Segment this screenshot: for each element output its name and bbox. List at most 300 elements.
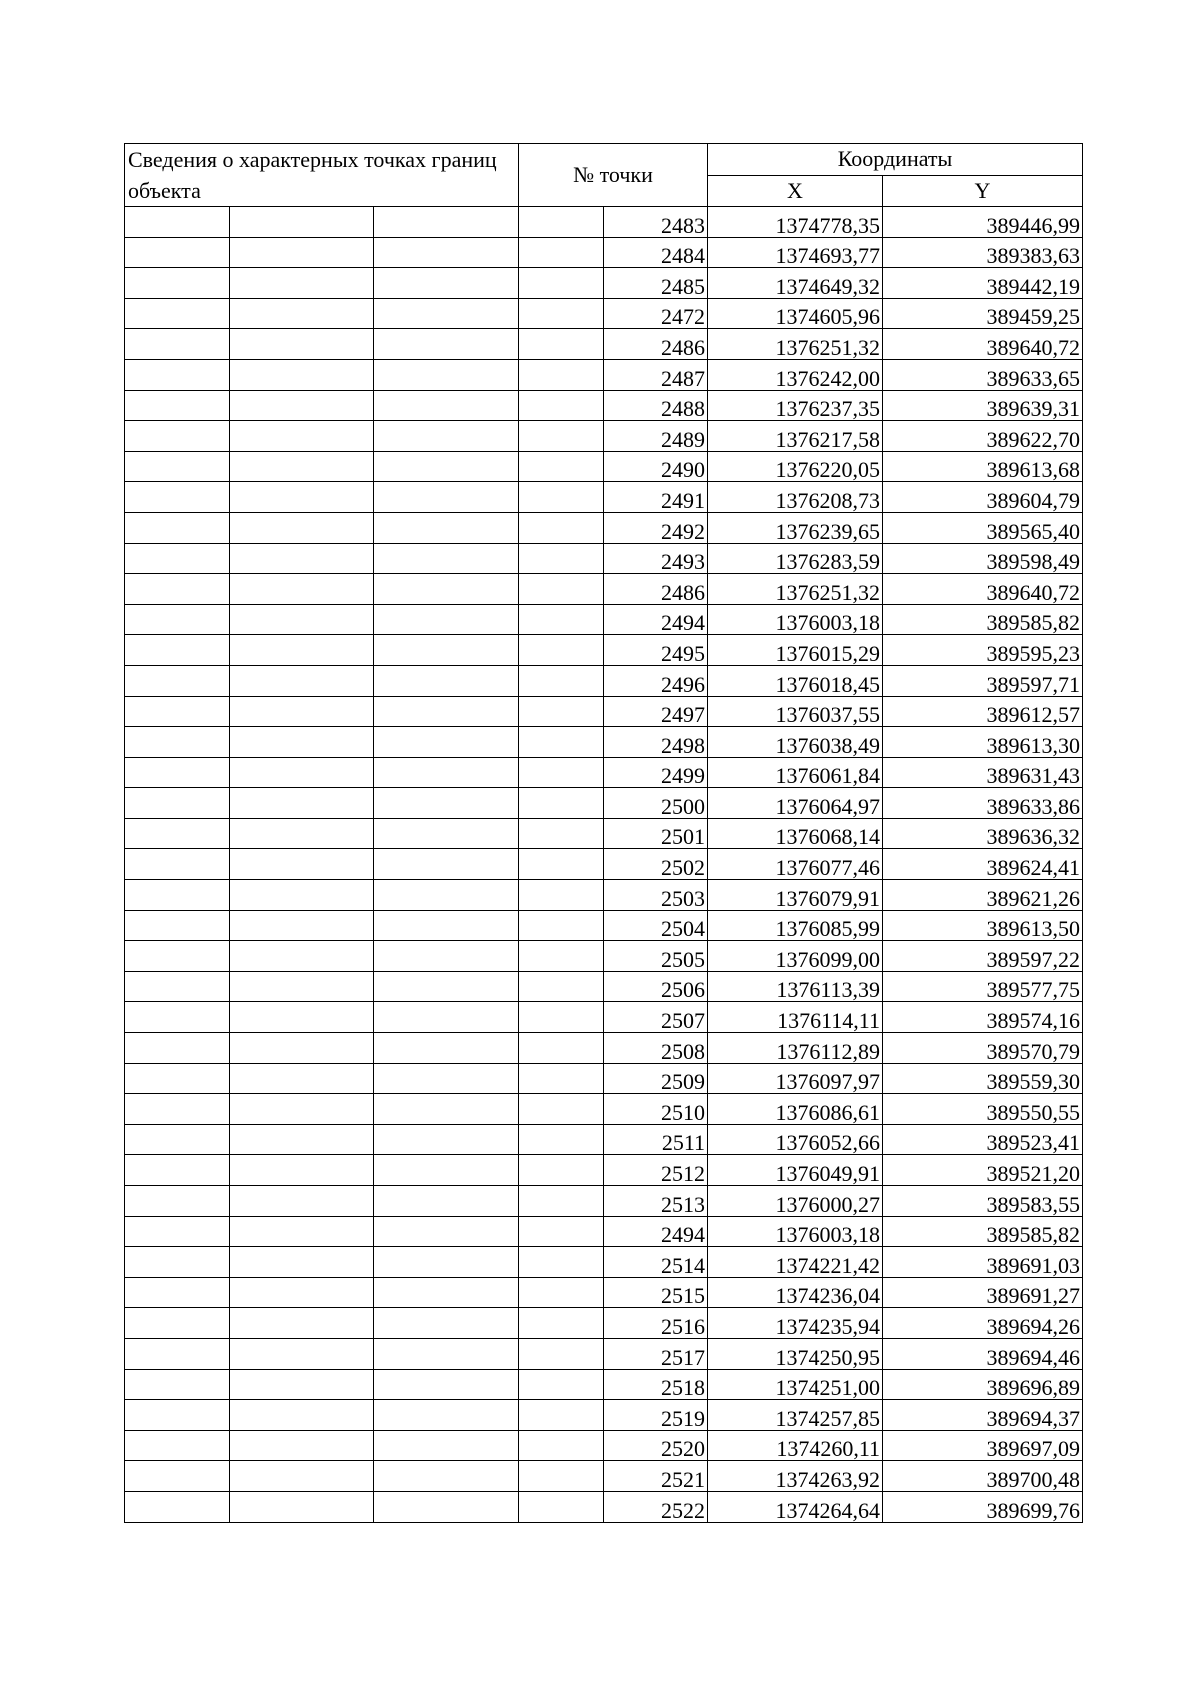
table-row (125, 512, 1083, 543)
empty-cell (374, 971, 519, 1002)
empty-cell (374, 1063, 519, 1094)
table-row (125, 268, 1083, 299)
empty-cell (230, 1186, 374, 1217)
empty-cell (230, 635, 374, 666)
empty-cell (125, 910, 230, 941)
point-number-cell: 2501 (604, 818, 708, 849)
x-coordinate-cell: 1376239,65 (708, 512, 883, 543)
table-row (125, 574, 1083, 605)
point-number-cell: 2493 (604, 543, 708, 574)
empty-cell (230, 298, 374, 329)
y-coordinate-cell: 389570,79 (883, 1033, 1083, 1064)
empty-cell (125, 390, 230, 421)
table-row (125, 482, 1083, 513)
empty-cell (230, 1002, 374, 1033)
empty-cell (125, 237, 230, 268)
empty-cell (374, 329, 519, 360)
table-row (125, 1400, 1083, 1431)
empty-cell (125, 665, 230, 696)
empty-cell (519, 1461, 604, 1492)
empty-cell (519, 543, 604, 574)
x-coordinate-cell: 1374693,77 (708, 237, 883, 268)
empty-cell (519, 757, 604, 788)
empty-cell (519, 818, 604, 849)
table-row (125, 1033, 1083, 1064)
table-row (125, 421, 1083, 452)
empty-cell (374, 1094, 519, 1125)
empty-cell (374, 1155, 519, 1186)
empty-cell (519, 1063, 604, 1094)
empty-cell (125, 268, 230, 299)
y-coordinate-cell: 389559,30 (883, 1063, 1083, 1094)
empty-cell (519, 1430, 604, 1461)
point-number-cell: 2491 (604, 482, 708, 513)
y-coordinate-cell: 389446,99 (883, 207, 1083, 238)
empty-cell (519, 1247, 604, 1278)
empty-cell (125, 207, 230, 238)
empty-cell (125, 1369, 230, 1400)
x-coordinate-cell: 1374778,35 (708, 207, 883, 238)
empty-cell (230, 696, 374, 727)
y-coordinate-cell: 389697,09 (883, 1430, 1083, 1461)
empty-cell (230, 421, 374, 452)
x-coordinate-cell: 1376099,00 (708, 941, 883, 972)
empty-cell (519, 971, 604, 1002)
point-number-header: № точки (519, 144, 708, 207)
empty-cell (230, 390, 374, 421)
x-coordinate-cell: 1374236,04 (708, 1277, 883, 1308)
empty-cell (230, 1308, 374, 1339)
coordinates-header: Координаты (708, 144, 1083, 176)
x-coordinate-cell: 1376003,18 (708, 1216, 883, 1247)
empty-cell (519, 1033, 604, 1064)
y-coordinate-cell: 389696,89 (883, 1369, 1083, 1400)
y-coordinate-cell: 389631,43 (883, 757, 1083, 788)
empty-cell (230, 512, 374, 543)
empty-cell (230, 880, 374, 911)
x-coordinate-cell: 1376000,27 (708, 1186, 883, 1217)
empty-cell (374, 298, 519, 329)
empty-cell (125, 512, 230, 543)
point-number-cell: 2495 (604, 635, 708, 666)
empty-cell (519, 696, 604, 727)
empty-cell (230, 971, 374, 1002)
empty-cell (230, 1400, 374, 1431)
empty-cell (519, 574, 604, 605)
empty-cell (519, 268, 604, 299)
point-number-cell: 2521 (604, 1461, 708, 1492)
table-row (125, 1369, 1083, 1400)
x-coordinate-cell: 1376079,91 (708, 880, 883, 911)
empty-cell (519, 298, 604, 329)
table-row (125, 880, 1083, 911)
empty-cell (230, 451, 374, 482)
empty-cell (519, 880, 604, 911)
empty-cell (125, 329, 230, 360)
empty-cell (374, 268, 519, 299)
point-number-cell: 2509 (604, 1063, 708, 1094)
x-coordinate-cell: 1376038,49 (708, 727, 883, 758)
empty-cell (374, 207, 519, 238)
empty-cell (230, 1369, 374, 1400)
table-row (125, 849, 1083, 880)
point-number-cell: 2498 (604, 727, 708, 758)
table-row (125, 1186, 1083, 1217)
point-number-cell: 2490 (604, 451, 708, 482)
y-coordinate-cell: 389585,82 (883, 604, 1083, 635)
empty-cell (374, 359, 519, 390)
empty-cell (125, 421, 230, 452)
point-number-cell: 2492 (604, 512, 708, 543)
x-coordinate-cell: 1376114,11 (708, 1002, 883, 1033)
empty-cell (230, 1063, 374, 1094)
x-coordinate-cell: 1376237,35 (708, 390, 883, 421)
table-row (125, 1155, 1083, 1186)
empty-cell (125, 451, 230, 482)
empty-cell (125, 1155, 230, 1186)
empty-cell (374, 696, 519, 727)
empty-cell (125, 1124, 230, 1155)
empty-cell (230, 1491, 374, 1522)
x-coordinate-cell: 1376064,97 (708, 788, 883, 819)
empty-cell (374, 1216, 519, 1247)
empty-cell (519, 1308, 604, 1339)
y-coordinate-cell: 389459,25 (883, 298, 1083, 329)
x-coordinate-cell: 1376015,29 (708, 635, 883, 666)
y-coordinate-cell: 389639,31 (883, 390, 1083, 421)
y-column-header: Y (883, 175, 1083, 207)
y-coordinate-cell: 389550,55 (883, 1094, 1083, 1125)
y-coordinate-cell: 389699,76 (883, 1491, 1083, 1522)
y-coordinate-cell: 389597,71 (883, 665, 1083, 696)
empty-cell (374, 1491, 519, 1522)
table-row (125, 390, 1083, 421)
y-coordinate-cell: 389621,26 (883, 880, 1083, 911)
empty-cell (230, 207, 374, 238)
table-row (125, 1277, 1083, 1308)
empty-cell (230, 665, 374, 696)
empty-cell (125, 1400, 230, 1431)
empty-cell (125, 635, 230, 666)
y-coordinate-cell: 389624,41 (883, 849, 1083, 880)
point-number-cell: 2522 (604, 1491, 708, 1522)
table-row (125, 1247, 1083, 1278)
empty-cell (125, 1308, 230, 1339)
point-number-cell: 2484 (604, 237, 708, 268)
header-row-1 (125, 144, 1083, 176)
empty-cell (125, 941, 230, 972)
table-body (125, 207, 1083, 1523)
x-coordinate-cell: 1376052,66 (708, 1124, 883, 1155)
point-number-cell: 2510 (604, 1094, 708, 1125)
empty-cell (374, 482, 519, 513)
x-coordinate-cell: 1374260,11 (708, 1430, 883, 1461)
x-coordinate-cell: 1376003,18 (708, 604, 883, 635)
table-row (125, 665, 1083, 696)
y-coordinate-cell: 389595,23 (883, 635, 1083, 666)
table-row (125, 818, 1083, 849)
empty-cell (230, 482, 374, 513)
empty-cell (374, 1338, 519, 1369)
y-coordinate-cell: 389604,79 (883, 482, 1083, 513)
table-row (125, 604, 1083, 635)
table-row (125, 1461, 1083, 1492)
y-coordinate-cell: 389691,03 (883, 1247, 1083, 1278)
point-number-cell: 2507 (604, 1002, 708, 1033)
point-number-cell: 2514 (604, 1247, 708, 1278)
y-coordinate-cell: 389442,19 (883, 268, 1083, 299)
empty-cell (230, 910, 374, 941)
empty-cell (374, 1308, 519, 1339)
empty-cell (374, 880, 519, 911)
point-number-cell: 2519 (604, 1400, 708, 1431)
empty-cell (374, 818, 519, 849)
empty-cell (230, 788, 374, 819)
y-coordinate-cell: 389383,63 (883, 237, 1083, 268)
empty-cell (125, 1033, 230, 1064)
empty-cell (230, 237, 374, 268)
empty-cell (374, 1247, 519, 1278)
empty-cell (374, 665, 519, 696)
point-number-cell: 2489 (604, 421, 708, 452)
empty-cell (519, 941, 604, 972)
empty-cell (374, 421, 519, 452)
empty-cell (519, 451, 604, 482)
empty-cell (519, 1400, 604, 1431)
empty-cell (125, 1216, 230, 1247)
empty-cell (519, 1002, 604, 1033)
empty-cell (374, 1033, 519, 1064)
x-coordinate-cell: 1374649,32 (708, 268, 883, 299)
empty-cell (125, 1338, 230, 1369)
point-number-cell: 2512 (604, 1155, 708, 1186)
empty-cell (230, 1216, 374, 1247)
empty-cell (374, 788, 519, 819)
empty-cell (125, 727, 230, 758)
table-row (125, 451, 1083, 482)
empty-cell (374, 910, 519, 941)
x-coordinate-cell: 1376251,32 (708, 329, 883, 360)
point-number-cell: 2508 (604, 1033, 708, 1064)
y-coordinate-cell: 389613,30 (883, 727, 1083, 758)
y-coordinate-cell: 389598,49 (883, 543, 1083, 574)
empty-cell (519, 390, 604, 421)
x-coordinate-cell: 1374221,42 (708, 1247, 883, 1278)
empty-cell (230, 1124, 374, 1155)
y-coordinate-cell: 389565,40 (883, 512, 1083, 543)
empty-cell (125, 359, 230, 390)
point-number-cell: 2504 (604, 910, 708, 941)
empty-cell (374, 1430, 519, 1461)
y-coordinate-cell: 389523,41 (883, 1124, 1083, 1155)
empty-cell (230, 329, 374, 360)
empty-cell (374, 451, 519, 482)
point-number-cell: 2515 (604, 1277, 708, 1308)
empty-cell (125, 1094, 230, 1125)
point-number-cell: 2502 (604, 849, 708, 880)
empty-cell (374, 849, 519, 880)
table-row (125, 971, 1083, 1002)
point-number-cell: 2485 (604, 268, 708, 299)
empty-cell (230, 268, 374, 299)
empty-cell (374, 512, 519, 543)
empty-cell (374, 604, 519, 635)
empty-cell (374, 390, 519, 421)
empty-cell (125, 788, 230, 819)
x-coordinate-cell: 1376037,55 (708, 696, 883, 727)
x-coordinate-cell: 1376220,05 (708, 451, 883, 482)
table-row (125, 543, 1083, 574)
empty-cell (230, 359, 374, 390)
empty-cell (125, 1063, 230, 1094)
empty-cell (230, 1094, 374, 1125)
empty-cell (230, 1461, 374, 1492)
empty-cell (125, 298, 230, 329)
x-coordinate-cell: 1376242,00 (708, 359, 883, 390)
empty-cell (519, 1124, 604, 1155)
table-row (125, 1002, 1083, 1033)
y-coordinate-cell: 389612,57 (883, 696, 1083, 727)
empty-cell (374, 635, 519, 666)
empty-cell (125, 1461, 230, 1492)
point-number-cell: 2494 (604, 1216, 708, 1247)
x-coordinate-cell: 1376217,58 (708, 421, 883, 452)
x-coordinate-cell: 1376208,73 (708, 482, 883, 513)
empty-cell (230, 543, 374, 574)
y-coordinate-cell: 389633,65 (883, 359, 1083, 390)
y-coordinate-cell: 389694,37 (883, 1400, 1083, 1431)
empty-cell (519, 1216, 604, 1247)
table-row (125, 727, 1083, 758)
table-row (125, 1338, 1083, 1369)
point-number-cell: 2488 (604, 390, 708, 421)
empty-cell (230, 1430, 374, 1461)
table-row (125, 910, 1083, 941)
empty-cell (230, 1277, 374, 1308)
table-row (125, 696, 1083, 727)
empty-cell (374, 543, 519, 574)
empty-cell (519, 788, 604, 819)
point-number-cell: 2513 (604, 1186, 708, 1217)
x-coordinate-cell: 1376112,89 (708, 1033, 883, 1064)
empty-cell (125, 1491, 230, 1522)
table-row (125, 1430, 1083, 1461)
empty-cell (519, 1277, 604, 1308)
empty-cell (519, 482, 604, 513)
point-number-cell: 2520 (604, 1430, 708, 1461)
empty-cell (374, 1369, 519, 1400)
empty-cell (230, 818, 374, 849)
point-number-cell: 2511 (604, 1124, 708, 1155)
empty-cell (125, 849, 230, 880)
x-coordinate-cell: 1376251,32 (708, 574, 883, 605)
empty-cell (374, 1400, 519, 1431)
y-coordinate-cell: 389700,48 (883, 1461, 1083, 1492)
y-coordinate-cell: 389636,32 (883, 818, 1083, 849)
empty-cell (519, 1491, 604, 1522)
point-number-cell: 2497 (604, 696, 708, 727)
empty-cell (519, 635, 604, 666)
x-coordinate-cell: 1376077,46 (708, 849, 883, 880)
table-row (125, 329, 1083, 360)
x-coordinate-cell: 1376283,59 (708, 543, 883, 574)
x-coordinate-cell: 1376018,45 (708, 665, 883, 696)
table-row (125, 1216, 1083, 1247)
x-coordinate-cell: 1374250,95 (708, 1338, 883, 1369)
table-row (125, 207, 1083, 238)
table-row (125, 237, 1083, 268)
table-row (125, 941, 1083, 972)
empty-cell (125, 1430, 230, 1461)
y-coordinate-cell: 389583,55 (883, 1186, 1083, 1217)
table-row (125, 757, 1083, 788)
table-row (125, 788, 1083, 819)
table-row (125, 1094, 1083, 1125)
table-row (125, 1124, 1083, 1155)
y-coordinate-cell: 389633,86 (883, 788, 1083, 819)
empty-cell (374, 1002, 519, 1033)
empty-cell (125, 574, 230, 605)
table-row (125, 359, 1083, 390)
empty-cell (230, 941, 374, 972)
empty-cell (230, 1338, 374, 1369)
empty-cell (230, 1155, 374, 1186)
x-coordinate-cell: 1374251,00 (708, 1369, 883, 1400)
empty-cell (374, 574, 519, 605)
empty-cell (519, 237, 604, 268)
empty-cell (125, 1002, 230, 1033)
empty-cell (519, 207, 604, 238)
empty-cell (519, 665, 604, 696)
empty-cell (374, 237, 519, 268)
empty-cell (125, 818, 230, 849)
table-row (125, 1308, 1083, 1339)
empty-cell (519, 359, 604, 390)
x-coordinate-cell: 1376086,61 (708, 1094, 883, 1125)
empty-cell (519, 727, 604, 758)
empty-cell (374, 1186, 519, 1217)
x-coordinate-cell: 1376097,97 (708, 1063, 883, 1094)
empty-cell (519, 1338, 604, 1369)
empty-cell (125, 971, 230, 1002)
point-number-cell: 2518 (604, 1369, 708, 1400)
y-coordinate-cell: 389521,20 (883, 1155, 1083, 1186)
empty-cell (230, 727, 374, 758)
empty-cell (519, 1155, 604, 1186)
empty-cell (519, 1094, 604, 1125)
empty-cell (374, 727, 519, 758)
x-column-header: X (708, 175, 883, 207)
x-coordinate-cell: 1376068,14 (708, 818, 883, 849)
y-coordinate-cell: 389585,82 (883, 1216, 1083, 1247)
empty-cell (125, 543, 230, 574)
empty-cell (374, 757, 519, 788)
y-coordinate-cell: 389694,46 (883, 1338, 1083, 1369)
point-number-cell: 2503 (604, 880, 708, 911)
point-number-cell: 2505 (604, 941, 708, 972)
empty-cell (374, 941, 519, 972)
y-coordinate-cell: 389640,72 (883, 574, 1083, 605)
table-row (125, 1491, 1083, 1522)
table-row (125, 298, 1083, 329)
point-number-cell: 2472 (604, 298, 708, 329)
table-row (125, 1063, 1083, 1094)
y-coordinate-cell: 389622,70 (883, 421, 1083, 452)
point-number-cell: 2499 (604, 757, 708, 788)
x-coordinate-cell: 1376061,84 (708, 757, 883, 788)
empty-cell (125, 880, 230, 911)
y-coordinate-cell: 389694,26 (883, 1308, 1083, 1339)
